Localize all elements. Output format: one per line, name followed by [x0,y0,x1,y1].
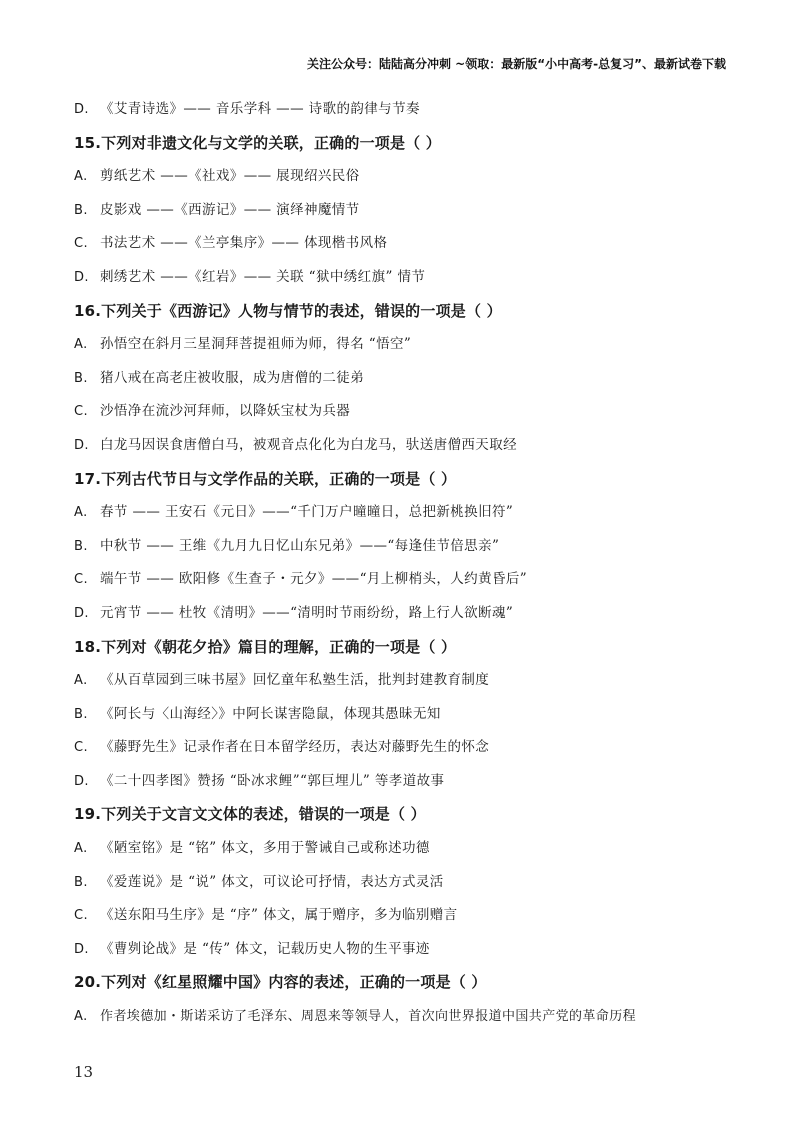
option-line [74,496,734,530]
option-line [74,597,734,631]
option-letter: D. [74,941,89,957]
option-letter: D. [74,773,89,789]
question-line: 20.下列对《红星照耀中国》内容的表述，正确的一项是（ ） [74,973,487,992]
option-line [74,731,734,765]
option-letter: D. [74,269,89,285]
option-text: 《藤野先生》记录作者在日本留学经历，表达对藤野先生的怀念 [100,739,490,756]
option-letter: B. [74,202,88,218]
option-line [74,832,734,866]
option-letter: C. [74,236,89,252]
option-text: 春节 —— 王安石《元日》——“千门万户曈曈日，总把新桃换旧符” [100,504,514,521]
page-number: 13 [74,1063,94,1081]
document-body [74,93,734,1034]
option-text: 《曹刿论战》是 “传” 体文，记载历史人物的生平事迹 [100,940,430,957]
question-line: 18.下列对《朝花夕拾》篇目的理解，正确的一项是（ ） [74,637,457,656]
option-line [74,530,734,564]
option-text: 白龙马因误食唐僧白马，被观音点化化为白龙马，驮送唐僧西天取经 [100,436,517,453]
option-text: 书法艺术 ——《兰亭集序》—— 体现楷书风格 [100,235,388,252]
option-text: 剪纸艺术 ——《社戏》—— 展现绍兴民俗 [100,168,360,185]
option-letter: A. [74,673,88,689]
option-line [74,1000,734,1034]
option-text: 皮影戏 ——《西游记》—— 演绎神魔情节 [100,201,360,218]
option-line [74,933,734,967]
option-text: 孙悟空在斜月三星洞拜菩提祖师为师，得名 “悟空” [100,336,412,353]
option-text: 元宵节 —— 杜牧《清明》——“清明时节雨纷纷，路上行人欲断魂” [100,604,514,621]
page-header: 关注公众号：陆陆高分冲刺 ~领取：最新版“小中高考-总复习”、最新试卷下载 [307,57,726,71]
option-line [74,899,734,933]
option-letter: B. [74,874,88,890]
option-letter: B. [74,370,88,386]
option-text: 《阿长与〈山海经〉》中阿长谋害隐鼠，体现其愚昧无知 [100,705,441,722]
option-line [74,664,734,698]
option-line [74,328,734,362]
option-line [74,261,734,295]
option-letter: D. [74,605,89,621]
option-line [74,563,734,597]
option-letter: A. [74,169,88,185]
option-text: 《从百草园到三味书屋》回忆童年私塾生活，批判封建教育制度 [100,672,490,689]
option-letter: A. [74,337,88,353]
question-line: 17.下列古代节日与文学作品的关联，正确的一项是（ ） [74,469,457,488]
option-line [74,362,734,396]
option-letter: A. [74,841,88,857]
question-line: 19.下列关于文言文文体的表述，错误的一项是（ ） [74,805,426,824]
question-line: 15.下列对非遗文化与文学的关联，正确的一项是（ ） [74,133,441,152]
option-line [74,866,734,900]
option-text: 《送东阳马生序》是 “序” 体文，属于赠序，多为临别赠言 [100,907,458,924]
option-text: 刺绣艺术 ——《红岩》—— 关联 “狱中绣红旗” 情节 [100,268,426,285]
option-line [74,194,734,228]
option-text: 作者埃德加・斯诺采访了毛泽东、周恩来等领导人，首次向世界报道中国共产党的革命历程 [100,1009,637,1025]
option-letter: D. [74,437,89,453]
option-letter: A. [74,505,88,521]
option-text: 中秋节 —— 王维《九月九日忆山东兄弟》——“每逢佳节倍思亲” [100,537,500,554]
option-line [74,395,734,429]
option-text: 《爱莲说》是 “说” 体文，可议论可抒情，表达方式灵活 [100,873,444,890]
option-line [74,429,734,463]
question-line: 16.下列关于《西游记》人物与情节的表述，错误的一项是（ ） [74,301,502,320]
option-letter: B. [74,706,88,722]
option-line [74,765,734,799]
option-text: 猪八戒在高老庄被收服，成为唐僧的二徒弟 [100,369,365,386]
option-letter: C. [74,404,89,420]
option-text: 《二十四孝图》赞扬 “卧冰求鲤”“郭巨埋儿” 等孝道故事 [100,772,445,789]
option-line [74,227,734,261]
option-line [74,93,734,127]
option-line [74,698,734,732]
option-letter: C. [74,908,89,924]
option-text: 《陋室铭》是 “铭” 体文，多用于警诫自己或称述功德 [100,840,430,857]
option-letter: C. [74,572,89,588]
option-text: 《艾青诗选》—— 音乐学科 —— 诗歌的韵律与节奏 [100,101,420,117]
option-text: 端午节 —— 欧阳修《生查子・元夕》——“月上柳梢头，人约黄昏后” [100,571,528,588]
option-letter: D. [74,102,89,117]
option-letter: A. [74,1009,88,1025]
option-text: 沙悟净在流沙河拜师，以降妖宝杖为兵器 [100,403,351,420]
option-letter: B. [74,538,88,554]
option-line [74,160,734,194]
option-letter: C. [74,740,89,756]
